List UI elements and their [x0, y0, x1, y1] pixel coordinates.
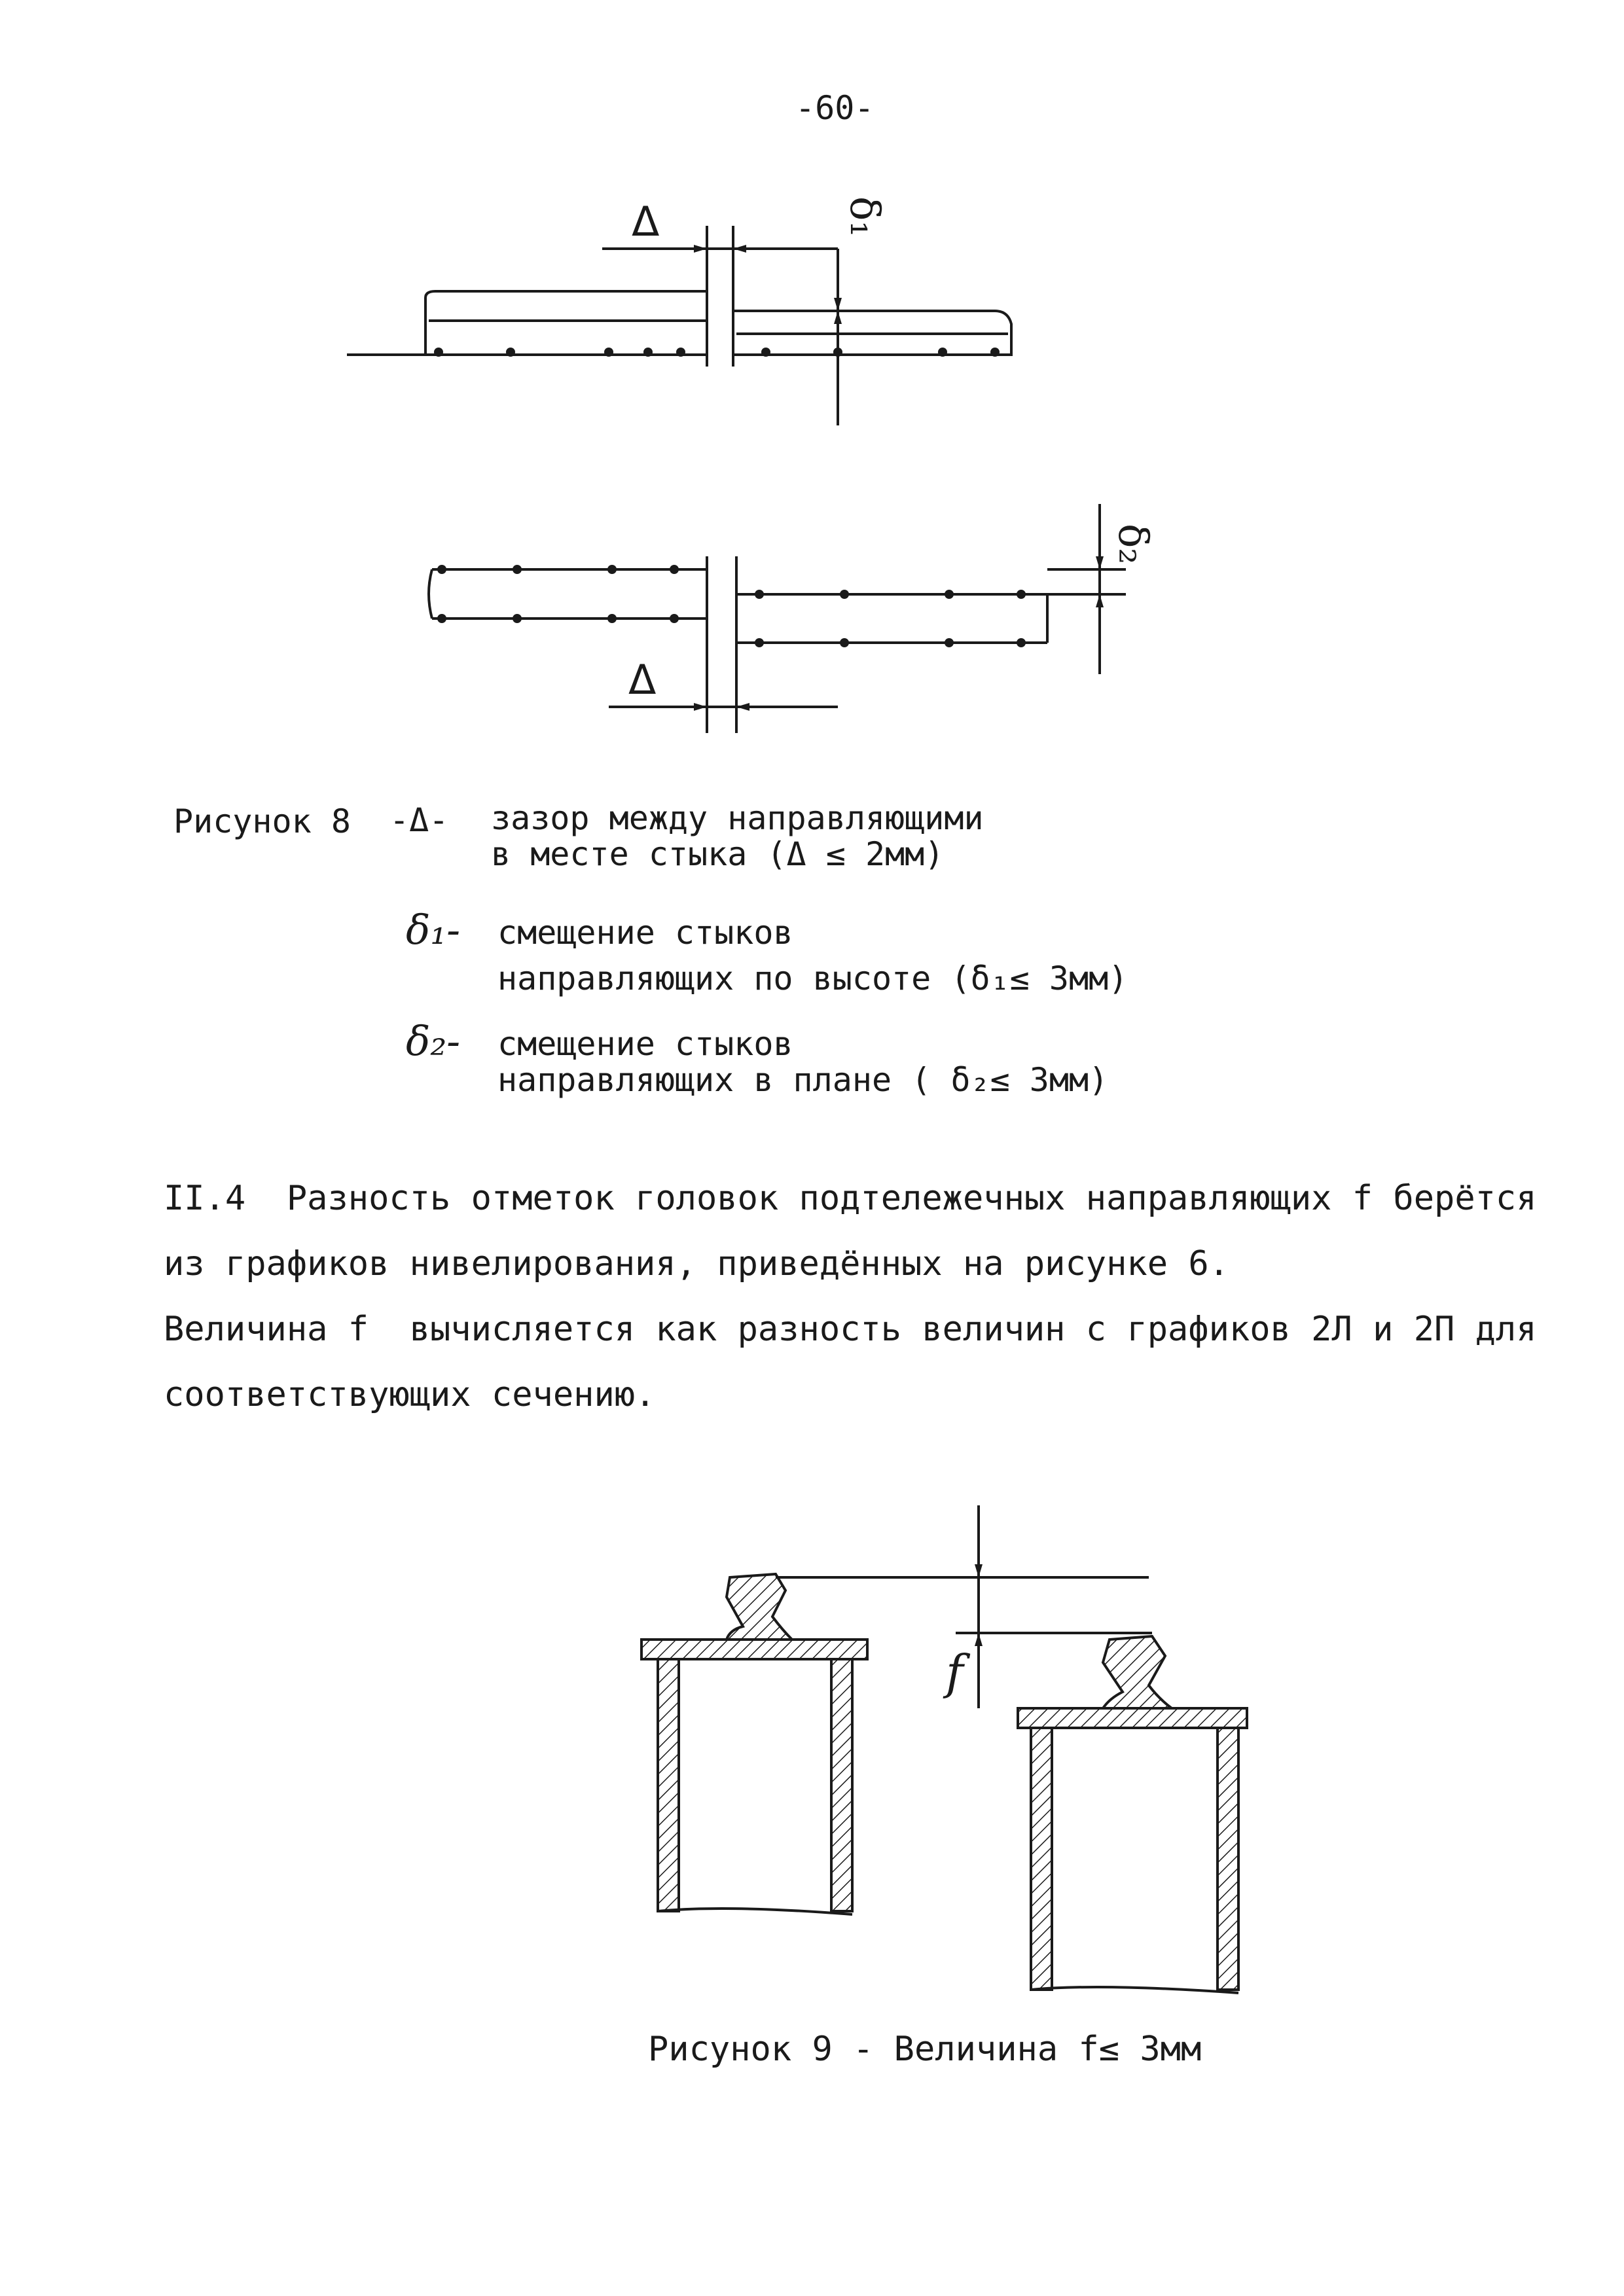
- delta2-label: δ₂: [1110, 524, 1157, 565]
- figure-8-elevation-drawing: [340, 183, 1093, 458]
- paragraph-line-2: из графиков нивелирования, приведённых на рисунке 6.: [164, 1244, 1229, 1283]
- legend-symbol-delta: -Δ-: [389, 801, 449, 839]
- page-number: -60-: [795, 89, 875, 127]
- delta-label-top: Δ: [632, 198, 660, 245]
- figure-8-plan-drawing: [393, 497, 1157, 746]
- paragraph-line-3: Величина f вычисляется как разность величин с графиков 2Л и 2П для: [164, 1310, 1537, 1349]
- figure-9-caption: Рисунок 9 - Величина f≤ 3мм: [648, 2030, 1202, 2069]
- legend-delta2-line1: смещение стыков: [497, 1025, 793, 1063]
- legend-symbol-delta2: δ₂-: [406, 1017, 461, 1065]
- delta1-label: δ₁: [841, 196, 889, 238]
- legend-symbol-delta1: δ₁-: [406, 906, 461, 954]
- legend-delta-line2: в месте стыка (Δ ≤ 2мм): [491, 835, 945, 873]
- delta-label-bottom: Δ: [628, 656, 657, 704]
- legend-delta-line1: зазор между направляющими: [491, 799, 984, 837]
- f-label: f: [946, 1645, 964, 1700]
- figure-9-drawing: [628, 1492, 1283, 1964]
- figure-8-caption-prefix: Рисунок 8: [173, 802, 351, 840]
- paragraph-line-4: соответствующих сечению.: [164, 1375, 656, 1414]
- legend-delta2-line2: направляющих в плане ( δ₂≤ 3мм): [497, 1061, 1109, 1099]
- paragraph-line-1: II.4 Разность отметок головок подтележечных направляющих f берётся: [164, 1179, 1537, 1218]
- legend-delta1-line2: направляющих по высоте (δ₁≤ 3мм): [497, 960, 1128, 997]
- legend-delta1-line1: смещение стыков: [497, 914, 793, 952]
